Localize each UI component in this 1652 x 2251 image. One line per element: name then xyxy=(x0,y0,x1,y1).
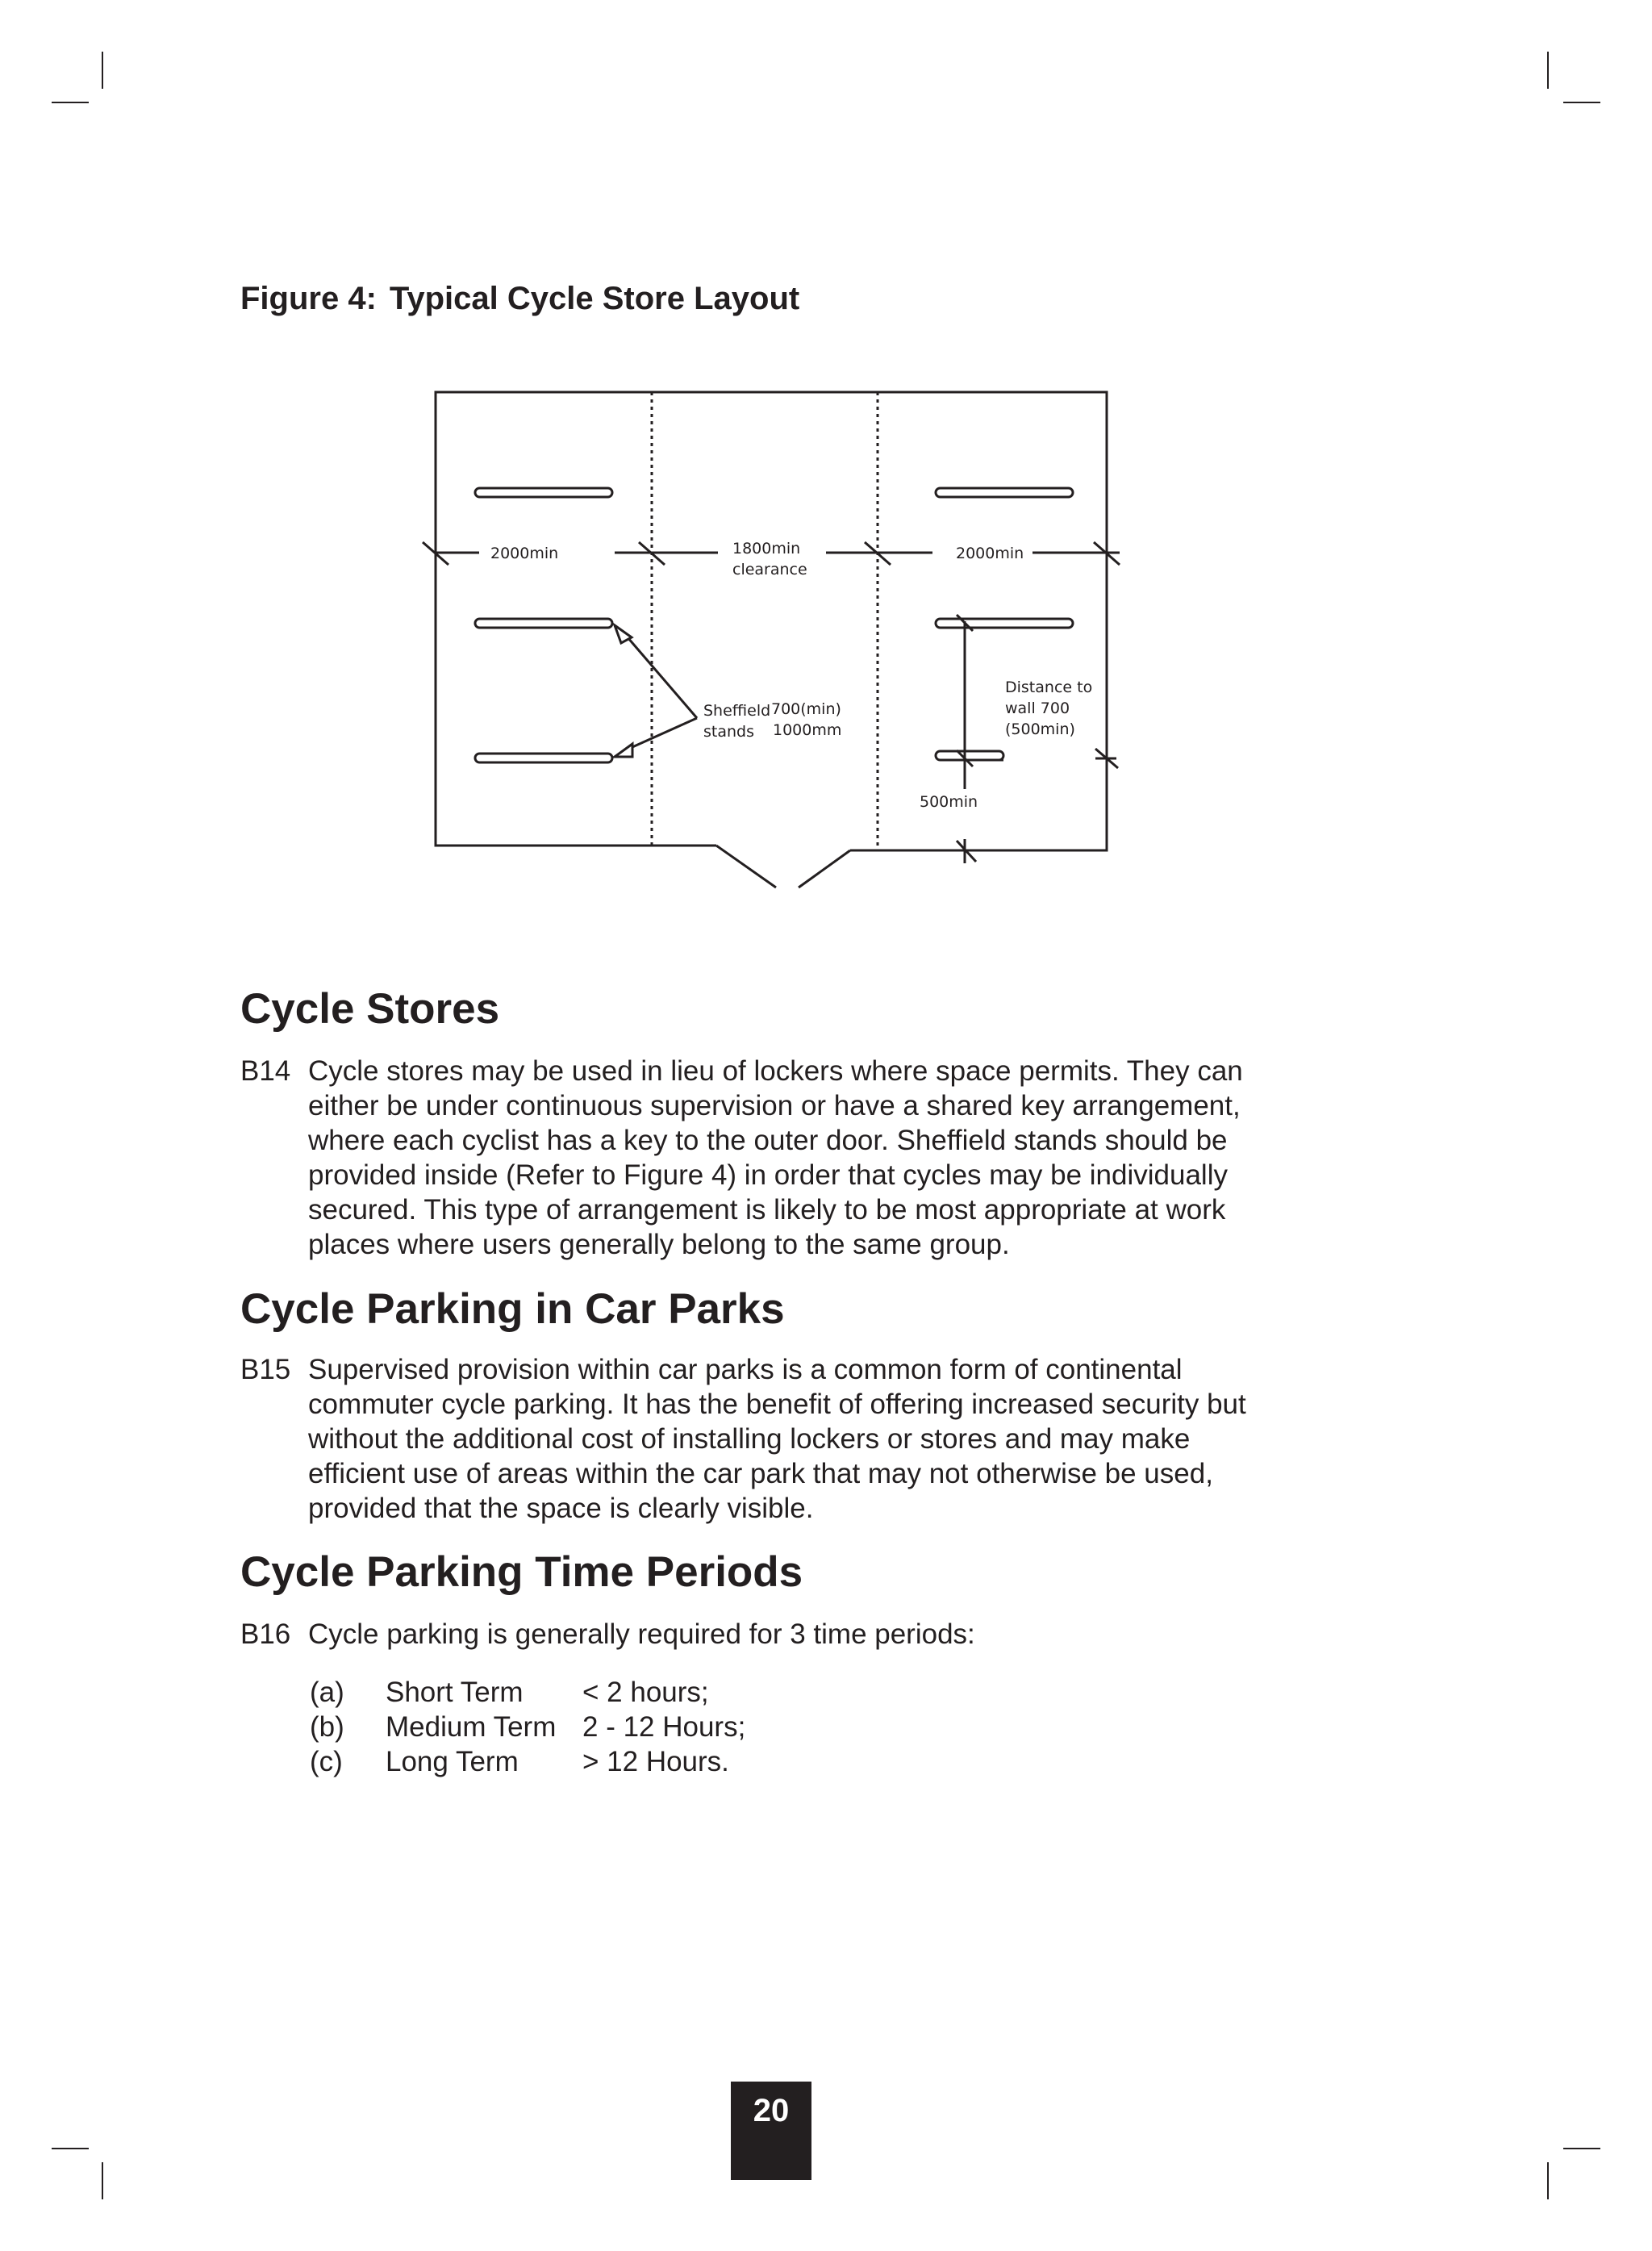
crop-mark xyxy=(1563,2148,1600,2149)
sheffield-stand xyxy=(936,751,1003,760)
list-letter: (a) xyxy=(310,1677,344,1708)
sheffield-stand xyxy=(475,619,612,628)
list-term: Short Term xyxy=(386,1677,524,1708)
dim-gap: 500min xyxy=(920,793,978,811)
list-duration: 2 - 12 Hours; xyxy=(582,1711,746,1743)
list-item xyxy=(310,1710,745,1744)
dim-clearance: clearance xyxy=(732,561,807,578)
crop-mark xyxy=(102,2162,103,2199)
label-sheffield-stands: stands xyxy=(703,723,754,741)
paragraph-b16 xyxy=(240,1617,1289,1652)
paragraph-number: B16 xyxy=(240,1618,291,1650)
sheffield-stand xyxy=(936,488,1073,497)
time-period-list xyxy=(310,1675,745,1779)
arrow-head xyxy=(615,744,632,757)
paragraph-number: B14 xyxy=(240,1055,291,1087)
leader-line xyxy=(623,632,697,718)
dim-left-width: 2000min xyxy=(490,545,559,562)
dim-stand-spacing: 1000mm xyxy=(773,721,842,739)
list-item xyxy=(310,1675,745,1710)
heading-time-periods: Cycle Parking Time Periods xyxy=(240,1548,803,1596)
list-duration: < 2 hours; xyxy=(582,1677,709,1708)
paragraph-b15 xyxy=(240,1352,1289,1526)
figure-title: Typical Cycle Store Layout xyxy=(389,281,800,316)
paragraph-b14 xyxy=(240,1054,1289,1262)
dim-right-width: 2000min xyxy=(956,545,1024,562)
list-term: Medium Term xyxy=(386,1711,557,1743)
dim-wall-distance: Distance to xyxy=(1005,679,1093,696)
crop-mark xyxy=(1547,2162,1549,2199)
crop-mark xyxy=(52,2148,89,2149)
list-letter: (b) xyxy=(310,1711,344,1743)
paragraph-text: Cycle stores may be used in lieu of lockers where space permits. They can either be under continuous supervision or have a shared key arrangement, where each cyclist has a key to the outer door. Sheffield stands should be provided inside (Refer to Figure 4) in order that cycles may be individually secured. This type of arrangement is likely to be most appropriate at work places where users generally belong to the same group. xyxy=(308,1055,1243,1260)
dim-stand-spacing: 700(min) xyxy=(771,700,841,718)
list-item xyxy=(310,1744,745,1779)
dim-wall-distance: (500min) xyxy=(1005,720,1075,738)
sheffield-stand xyxy=(936,619,1073,628)
paragraph-number: B15 xyxy=(240,1354,291,1385)
heading-car-parks: Cycle Parking in Car Parks xyxy=(240,1285,785,1333)
label-sheffield-stands: Sheffield xyxy=(703,702,771,720)
cycle-store-diagram xyxy=(0,0,1652,904)
list-letter: (c) xyxy=(310,1746,343,1777)
dim-clearance: 1800min xyxy=(732,540,801,558)
heading-cycle-stores: Cycle Stores xyxy=(240,985,500,1033)
list-duration: > 12 Hours. xyxy=(582,1746,729,1777)
sheffield-stand xyxy=(475,754,612,762)
sheffield-stand xyxy=(475,488,612,497)
paragraph-text: Supervised provision within car parks is a common form of continental commuter cycle parking. It has the benefit of offering increased security but without the additional cost of installing lockers or stores and may make efficient use of areas within the car park that may not otherwise be used, provided that the space is clearly visible. xyxy=(308,1354,1246,1524)
door-leaf xyxy=(799,850,850,887)
page-number: 20 xyxy=(731,2082,811,2180)
dim-wall-distance: wall 700 xyxy=(1005,700,1070,717)
figure-number: Figure 4: xyxy=(240,281,377,316)
store-wall xyxy=(436,392,1107,850)
leader-line xyxy=(625,718,697,750)
paragraph-text: Cycle parking is generally required for 3 time periods: xyxy=(308,1618,975,1650)
door-leaf xyxy=(716,846,776,887)
list-term: Long Term xyxy=(386,1746,519,1777)
